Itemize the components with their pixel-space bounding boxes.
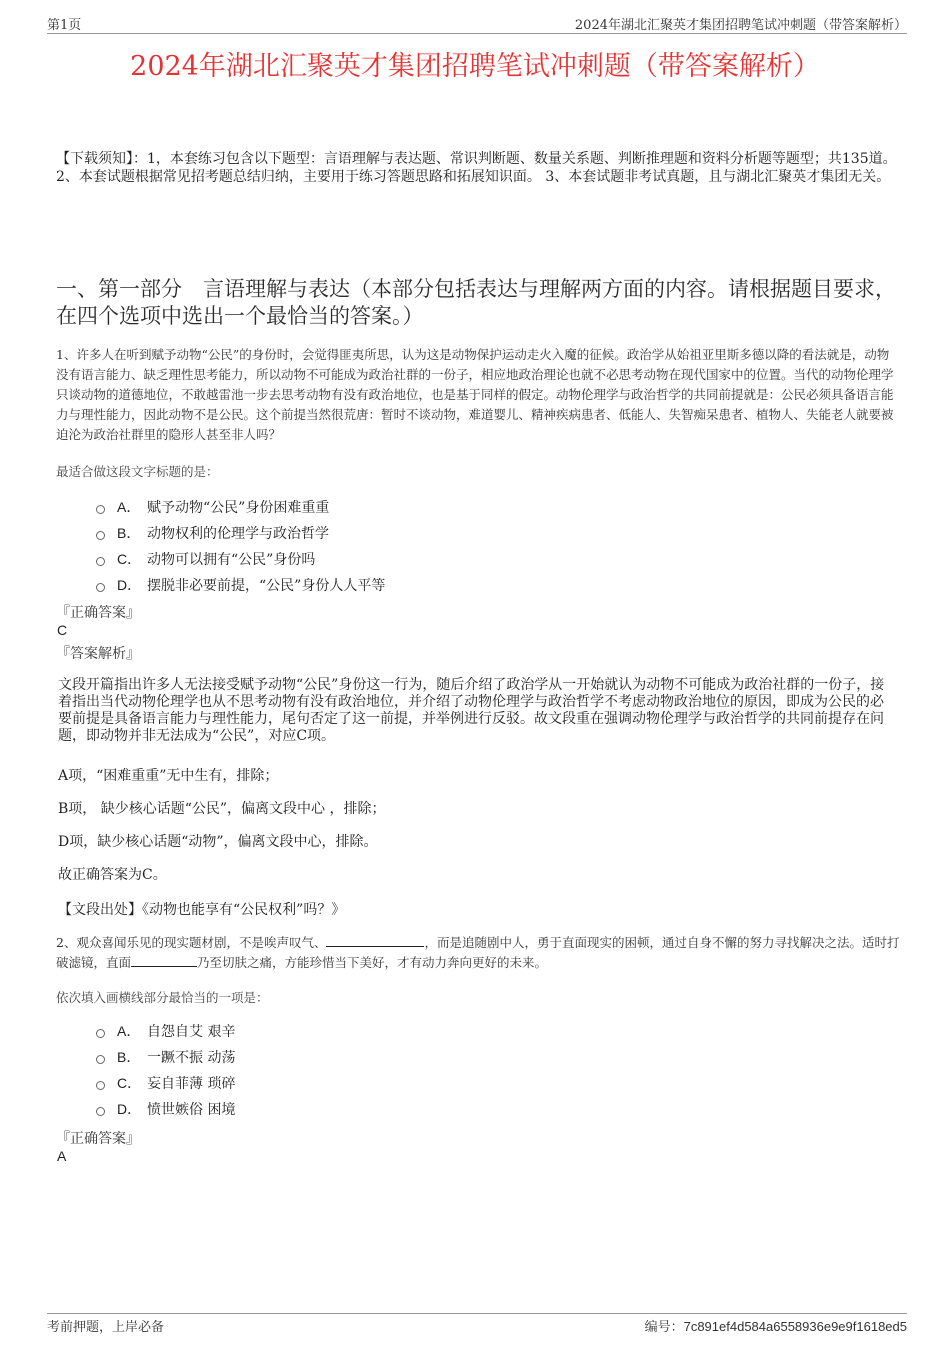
- answer-value: C: [57, 622, 68, 638]
- page-number: 第1页: [47, 18, 82, 33]
- option-d[interactable]: D． 愤世嫉俗 困境: [96, 1096, 235, 1122]
- radio-icon[interactable]: [96, 557, 105, 566]
- download-notice: 【下载须知】：1，本套练习包含以下题型：言语理解与表达题、常识判断题、数量关系题、判断推理题和资料分析题等题型；共135道。 2、本套试题根据常见招考题总结归纳，主要用于练习答题思路和拓展知识面。 3、本套试题非考试真题，且与湖北汇聚英才集团无关。: [56, 151, 897, 185]
- header-doc-title: 2024年湖北汇聚英才集团招聘笔试冲刺题（带答案解析）: [574, 18, 907, 33]
- question-1-options: [96, 494, 385, 598]
- option-b[interactable]: B． 动物权利的伦理学与政治哲学: [96, 520, 385, 546]
- option-b[interactable]: B． 一蹶不振 动荡: [96, 1044, 235, 1070]
- page-header: [47, 14, 907, 34]
- radio-icon[interactable]: [96, 1081, 105, 1090]
- footer-serial: 编号：7c891ef4d584a6558936e9e9f1618ed5: [644, 1319, 907, 1334]
- answer-label: 『正确答案』: [56, 1131, 140, 1147]
- fill-blank-2[interactable]: [131, 954, 197, 967]
- analysis-line-a: A项，“困难重重”无中生有，排除；: [58, 768, 279, 784]
- footer-slogan: 考前押题，上岸必备: [47, 1320, 165, 1335]
- analysis-line-d: D项，缺少核心话题“动物”，偏离文段中心，排除。: [58, 834, 378, 850]
- option-a[interactable]: A． 赋予动物“公民”身份困难重重: [96, 494, 385, 520]
- question-1-prompt: 最适合做这段文字标题的是：: [56, 464, 219, 479]
- radio-icon[interactable]: [96, 583, 105, 592]
- question-2-options: [96, 1018, 235, 1122]
- analysis-text: 文段开篇指出许多人无法接受赋予动物“公民”身份这一行为，随后介绍了政治学从一开始就认为动物不可能成为政治社群的一份子，接着指出当代动物伦理学也从不思考动物有没有政治地位，并介绍了动物伦理学与政治哲学不考虑动物政治地位的原因，即成为公民的必要前提是具备语言能力与理性能力，尾句否定了这一前提，并举例进行反驳。故文段重在强调动物伦理学与政治哲学的共同前提存在问题，即动物并非无法成为“公民”，对应C项。: [58, 677, 885, 744]
- document-title: 2024年湖北汇聚英才集团招聘笔试冲刺题（带答案解析）: [130, 51, 820, 82]
- analysis-line-b: B项， 缺少核心话题“公民”，偏离文段中心 ，排除；: [58, 801, 386, 817]
- radio-icon[interactable]: [96, 1107, 105, 1116]
- option-c[interactable]: C． 妄自菲薄 琐碎: [96, 1070, 235, 1096]
- answer-value: A: [57, 1148, 67, 1164]
- answer-label: 『正确答案』: [56, 605, 140, 621]
- section-title: 一、第一部分 言语理解与表达（本部分包括表达与理解两方面的内容。请根据题目要求，在四个选项中选出一个最恰当的答案。）: [56, 277, 896, 328]
- question-1-text: 1、许多人在听到赋予动物“公民”的身份时，会觉得匪夷所思，认为这是动物保护运动走火入魔的征候。政治学从始祖亚里斯多德以降的看法就是，动物没有语言能力、缺乏理性思考能力，所以动物不可能成为政治社群的一份子，相应地政治理论也就不必思考动物在现代国家中的位置。当代的动物伦理学只谈动物的道德地位，不敢越雷池一步去思考动物有没有政治地位，也是基于同样的假定。动物伦理学与政治哲学的共同前提就是：公民必须具备语言能力与理性能力，因此动物不是公民。这个前提当然很荒唐：暂时不谈动物，难道婴儿、精神疾病患者、低能人、失智痴呆患者、植物人、失能老人就要被迫沦为政治社群里的隐形人甚至非人吗？: [56, 347, 894, 442]
- question-2-prompt: 依次填入画横线部分最恰当的一项是：: [56, 990, 269, 1005]
- option-a[interactable]: A． 自怨自艾 艰辛: [96, 1018, 235, 1044]
- analysis-conclusion: 故正确答案为C。: [58, 867, 167, 883]
- option-c[interactable]: C． 动物可以拥有“公民”身份吗: [96, 546, 385, 572]
- analysis-label: 『答案解析』: [56, 646, 140, 662]
- radio-icon[interactable]: [96, 1055, 105, 1064]
- question-2-text: 2、观众喜闻乐见的现实题材剧，不是唉声叹气、 ，而是追随剧中人，勇于直面现实的困顿，通过自身不懈的努力寻找解决之法。适时打破滤镜，直面 乃至切肤之痛，方能珍惜当下美好，才有动力奔向更好的未来。: [56, 935, 900, 970]
- fill-blank-1[interactable]: [326, 934, 424, 947]
- radio-icon[interactable]: [96, 1029, 105, 1038]
- radio-icon[interactable]: [96, 531, 105, 540]
- page-footer: [47, 1313, 907, 1335]
- option-d[interactable]: D． 摆脱非必要前提，“公民”身份人人平等: [96, 572, 385, 598]
- radio-icon[interactable]: [96, 505, 105, 514]
- text-source: 【文段出处】《动物也能享有“公民权利”吗？》: [58, 902, 346, 918]
